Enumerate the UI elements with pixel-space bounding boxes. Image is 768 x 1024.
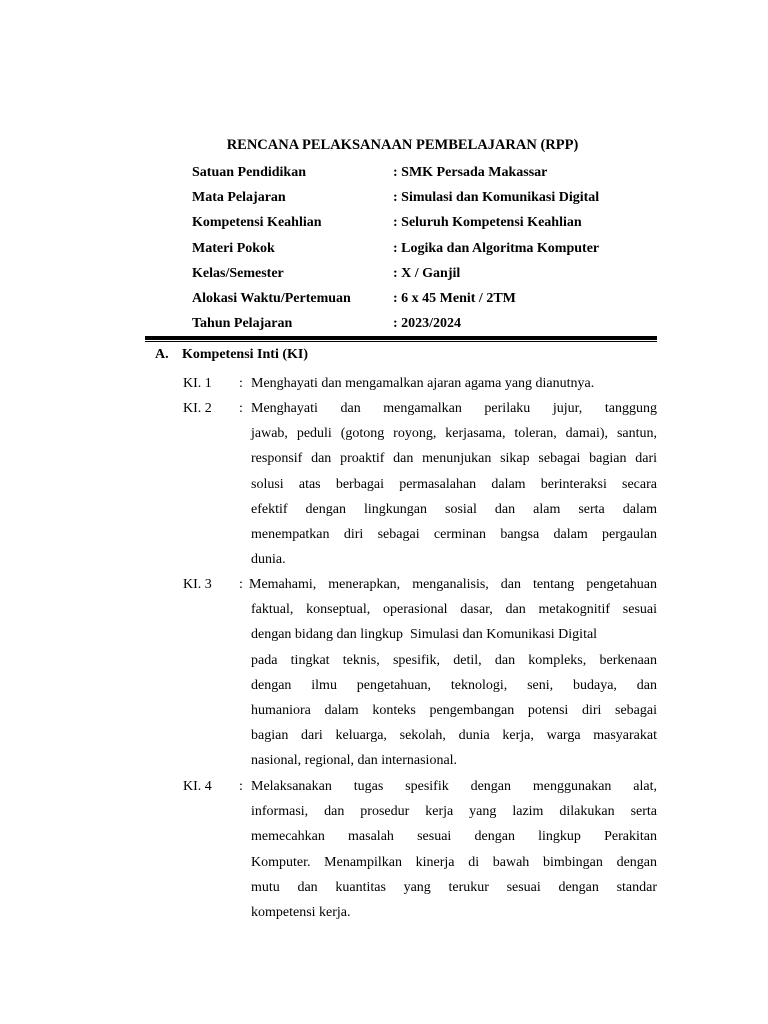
ki-colon: : bbox=[239, 779, 243, 794]
ki-text-line: mutu dan kuantitas yang terukur sesuai dengan standar bbox=[251, 879, 657, 895]
ki-text-line: nasional, regional, dan internasional. bbox=[251, 753, 458, 769]
ki-text-line: responsif dan proaktif dan menunjukan sikap sebagai bagian dari bbox=[251, 451, 657, 467]
identity-value: : 6 x 45 Menit / 2TM bbox=[393, 290, 516, 306]
header-divider-thick bbox=[145, 336, 657, 340]
ki-label: KI. 3 bbox=[183, 577, 212, 592]
ki-text-line: informasi, dan prosedur kerja yang lazim dilakukan serta bbox=[251, 804, 657, 820]
ki-colon: : bbox=[239, 401, 243, 416]
identity-value: : Logika dan Algoritma Komputer bbox=[393, 240, 600, 256]
ki-text bbox=[249, 572, 657, 597]
identity-label: Satuan Pendidikan bbox=[192, 165, 306, 180]
ki-label: KI. 2 bbox=[183, 401, 212, 416]
identity-value: : X / Ganjil bbox=[393, 265, 461, 281]
ki-text-continued bbox=[251, 597, 657, 773]
identity-row bbox=[192, 185, 662, 210]
identity-table bbox=[192, 160, 662, 336]
section-heading bbox=[155, 347, 308, 363]
identity-label: Mata Pelajaran bbox=[192, 190, 286, 206]
identity-label: Alokasi Waktu/Pertemuan bbox=[192, 290, 351, 306]
ki-text-line: menempatkan diri sebagai cerminan bangsa dalam pergaulan bbox=[251, 526, 657, 542]
identity-row bbox=[192, 311, 662, 336]
ki-text-line: Menghayati dan mengamalkan perilaku jujur, tanggung bbox=[251, 401, 657, 416]
ki-text-line: pada tingkat teknis, spesifik, detil, dan kompleks, berkenaan bbox=[251, 652, 657, 668]
ki-text-line: dengan ilmu pengetahuan, teknologi, seni, budaya, dan bbox=[251, 677, 657, 693]
identity-row bbox=[192, 236, 662, 261]
ki-text-line: efektif dengan lingkungan sosial dan alam serta dalam bbox=[251, 501, 657, 517]
ki-text-line: memecahkan masalah sesuai dengan lingkup Perakitan bbox=[251, 829, 657, 845]
ki-text-line: humaniora dalam konteks pengembangan potensi diri sebagai bbox=[251, 702, 657, 718]
ki-text-line: dengan bidang dan lingkup Simulasi dan Komunikasi Digital bbox=[251, 627, 598, 643]
ki-text-line: Menghayati dan mengamalkan ajaran agama yang dianutnya. bbox=[251, 376, 595, 391]
identity-row bbox=[192, 261, 662, 286]
ki-text-line: kompetensi kerja. bbox=[251, 904, 351, 920]
ki-label: KI. 1 bbox=[183, 376, 212, 391]
ki-text-line: faktual, konseptual, operasional dasar, dan metakognitif sesuai bbox=[251, 602, 657, 618]
identity-value: : Seluruh Kompetensi Keahlian bbox=[393, 215, 582, 231]
identity-value: : Simulasi dan Komunikasi Digital bbox=[393, 190, 600, 206]
ki-text-line: bagian dari keluarga, sekolah, dunia kerja, warga masyarakat bbox=[251, 728, 657, 744]
section-title: Kompetensi Inti (KI) bbox=[182, 347, 308, 362]
ki-text-line: Komputer. Menampilkan kinerja di bawah bimbingan dengan bbox=[251, 854, 657, 870]
section-letter: A. bbox=[155, 347, 169, 362]
identity-label: Kompetensi Keahlian bbox=[192, 215, 322, 231]
ki-text-line: Memahami, menerapkan, menganalisis, dan tentang pengetahuan bbox=[249, 577, 657, 592]
identity-label: Kelas/Semester bbox=[192, 265, 284, 281]
ki-colon: : bbox=[239, 577, 243, 592]
identity-label: Materi Pokok bbox=[192, 240, 275, 256]
identity-row bbox=[192, 210, 662, 235]
identity-label: Tahun Pelajaran bbox=[192, 316, 293, 332]
ki-text-line: jawab, peduli (gotong royong, kerjasama, toleran, damai), santun, bbox=[251, 426, 657, 442]
ki-colon: : bbox=[239, 376, 243, 391]
ki-text bbox=[251, 774, 657, 925]
identity-row bbox=[192, 160, 662, 185]
ki-text-line: dunia. bbox=[251, 552, 286, 568]
document-title: RENCANA PELAKSANAAN PEMBELAJARAN (RPP) bbox=[226, 137, 579, 153]
ki-text-line: Melaksanakan tugas spesifik dengan menggunakan alat, bbox=[251, 779, 657, 794]
identity-row bbox=[192, 286, 662, 311]
ki-text bbox=[251, 396, 657, 572]
ki-text bbox=[251, 371, 657, 396]
ki-text-line: solusi atas berbagai permasalahan dalam berinteraksi secara bbox=[251, 476, 657, 492]
identity-value: : SMK Persada Makassar bbox=[393, 165, 548, 180]
header-divider-thin bbox=[145, 341, 657, 342]
identity-value: : 2023/2024 bbox=[393, 316, 462, 332]
ki-label: KI. 4 bbox=[183, 779, 212, 794]
